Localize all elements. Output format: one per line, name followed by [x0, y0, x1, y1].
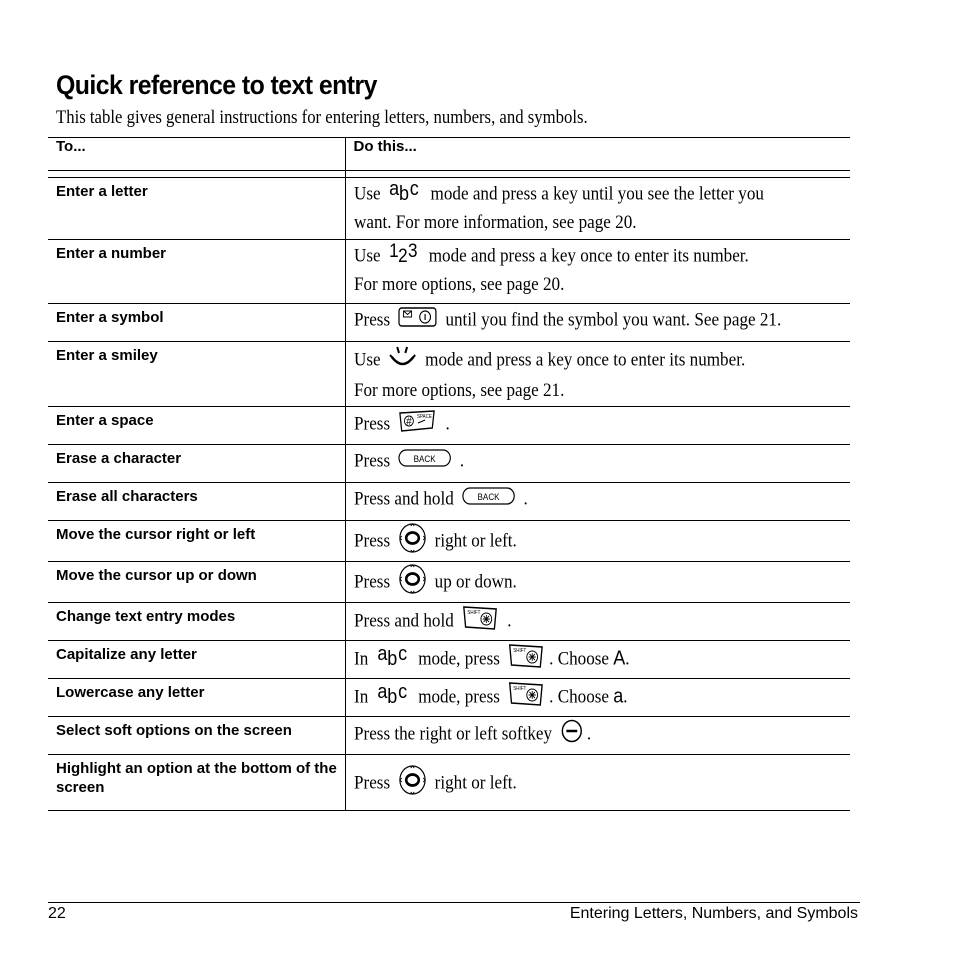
action-cell: Press # SPACE .: [345, 407, 850, 445]
task-cell: Lowercase any letter: [48, 679, 345, 717]
table-row: [48, 483, 850, 521]
svg-text:2: 2: [397, 245, 408, 264]
task-cell: Change text entry modes: [48, 603, 345, 641]
header-gap: [48, 171, 850, 178]
task-cell: Enter a number: [48, 240, 345, 304]
svg-text:3: 3: [407, 242, 418, 262]
task-cell: Move the cursor up or down: [48, 562, 345, 603]
task-cell: Select soft options on the screen: [48, 717, 345, 755]
svg-text:b: b: [398, 183, 409, 202]
task-cell: Enter a space: [48, 407, 345, 445]
uppercase-a-glyph: A: [612, 647, 625, 670]
123-mode-icon: [388, 242, 420, 272]
text-entry-reference-table: [48, 137, 850, 811]
svg-text:1: 1: [388, 242, 399, 262]
footer-rule: [48, 902, 860, 903]
action-cell: Press BACK .: [345, 445, 850, 483]
task-cell: Enter a letter: [48, 178, 345, 240]
softkey-icon: [559, 719, 582, 751]
action-cell: Press until you find the symbol you want. See page 21.: [345, 304, 850, 342]
intro-text: This table gives general instructions for entering letters, numbers, and symbols.: [56, 107, 588, 128]
svg-text:SHIFT: SHIFT: [512, 686, 526, 693]
action-cell: In a b c mode, press SHIFT . Choose a.: [345, 679, 850, 717]
nav-key-icon: [397, 564, 426, 602]
space-key-icon: [397, 409, 437, 441]
svg-text:b: b: [386, 686, 397, 705]
section-title: Entering Letters, Numbers, and Symbols: [569, 905, 858, 922]
svg-text:b: b: [386, 648, 397, 667]
task-cell: Highlight an option at the bottom of the screen: [48, 755, 345, 811]
svg-text:#: #: [405, 416, 412, 429]
svg-text:BACK: BACK: [476, 491, 499, 503]
action-cell: Press right or left.: [345, 755, 850, 811]
svg-text:c: c: [397, 683, 407, 704]
symbol-key-icon: [397, 306, 437, 336]
abc-mode-icon: [376, 645, 410, 675]
action-cell: Use mode and press a key once to enter its number. For more options, see page 21.: [345, 342, 850, 407]
task-cell: Enter a symbol: [48, 304, 345, 342]
table-row: [48, 304, 850, 342]
table-row: [48, 717, 850, 755]
action-cell: Press and hold BACK .: [345, 483, 850, 521]
page-number: 22: [48, 905, 66, 922]
back-key-icon: [461, 485, 515, 515]
table-row: [48, 641, 850, 679]
shift-key-icon: [507, 681, 545, 715]
table-row: [48, 679, 850, 717]
action-cell: Use a b c mode and press a key until you see the letter you want. For more information, see page 20.: [345, 178, 850, 240]
action-cell: Press up or down.: [345, 562, 850, 603]
svg-text:SHIFT: SHIFT: [466, 610, 480, 617]
smiley-mode-icon: [388, 344, 417, 378]
action-cell: Press and hold SHIFT .: [345, 603, 850, 641]
lowercase-a-glyph: a: [612, 685, 623, 708]
table-row: [48, 521, 850, 562]
action-cell: Press right or left.: [345, 521, 850, 562]
svg-text:c: c: [397, 645, 407, 666]
svg-text:c: c: [409, 180, 419, 201]
table-row: [48, 178, 850, 240]
svg-text:BACK: BACK: [413, 453, 436, 465]
action-cell: Use 1 2 3 mode and press a key once to enter its number. For more options, see page 20.: [345, 240, 850, 304]
task-cell: Capitalize any letter: [48, 641, 345, 679]
page-title: Quick reference to text entry: [56, 70, 377, 100]
table-row: [48, 755, 850, 811]
table-row: [48, 562, 850, 603]
table-row: [48, 445, 850, 483]
nav-key-icon: [397, 523, 426, 561]
abc-mode-icon: [388, 180, 422, 210]
table-header-row: [48, 138, 850, 171]
table-row: [48, 342, 850, 407]
column-header-action: Do this...: [345, 138, 850, 171]
abc-mode-icon: [376, 683, 410, 713]
table-row: [48, 407, 850, 445]
task-cell: Move the cursor right or left: [48, 521, 345, 562]
shift-key-icon: [507, 643, 545, 677]
column-header-task: To...: [48, 138, 345, 171]
svg-text:SPACE: SPACE: [416, 414, 432, 421]
task-cell: Erase all characters: [48, 483, 345, 521]
task-cell: Enter a smiley: [48, 342, 345, 407]
svg-text:a: a: [376, 683, 387, 704]
svg-text:a: a: [376, 645, 387, 666]
svg-text:a: a: [388, 180, 399, 201]
table-row: [48, 240, 850, 304]
shift-key-icon: [461, 605, 499, 639]
task-cell: Erase a character: [48, 445, 345, 483]
action-cell: In a b c mode, press SHIFT . Choose A.: [345, 641, 850, 679]
back-key-icon: [397, 447, 451, 477]
nav-key-icon: [397, 765, 426, 803]
svg-text:SHIFT: SHIFT: [512, 648, 526, 655]
table-row: [48, 603, 850, 641]
action-cell: Press the right or left softkey .: [345, 717, 850, 755]
